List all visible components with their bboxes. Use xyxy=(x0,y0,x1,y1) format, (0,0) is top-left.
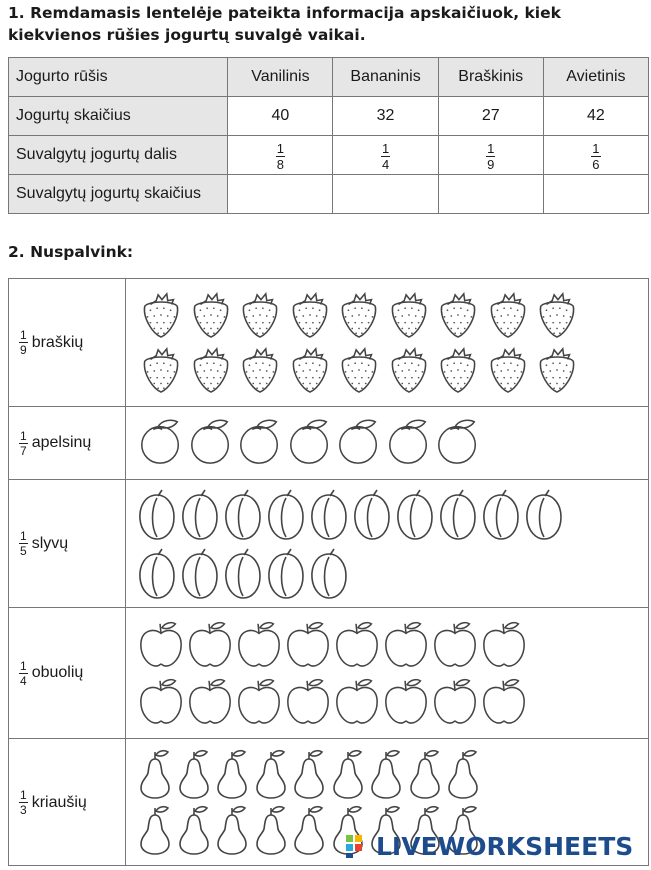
answer-input-raspberry[interactable] xyxy=(543,175,648,214)
strawberry-icon[interactable] xyxy=(385,346,435,398)
fruit-label: apelsinų xyxy=(31,434,92,451)
strawberry-icon[interactable] xyxy=(434,291,484,343)
plum-icon[interactable] xyxy=(309,489,352,545)
eaten-label: Suvalgytų jogurtų skaičius xyxy=(9,175,228,214)
row-label xyxy=(9,739,126,866)
fraction: $\frac{1}{4}$ xyxy=(381,140,390,172)
strawberry-icon[interactable] xyxy=(335,291,385,343)
apple-icon[interactable] xyxy=(137,676,186,730)
fraction: $\frac{1}{9}$ xyxy=(20,328,27,357)
liveworksheets-logo xyxy=(344,830,633,862)
answer-input-banana[interactable] xyxy=(333,175,438,214)
fruit-label: slyvų xyxy=(31,534,69,552)
pear-icon[interactable] xyxy=(176,749,215,803)
orange-icon[interactable] xyxy=(236,418,286,470)
strawberry-icon[interactable] xyxy=(286,346,336,398)
header-raspberry: Avietinis xyxy=(543,58,648,97)
apple-icon[interactable] xyxy=(235,619,284,673)
fruit-cell xyxy=(127,480,648,607)
share-label: Suvalgytų jogurtų dalis xyxy=(9,136,228,175)
plum-icon[interactable] xyxy=(395,489,438,545)
answer-input-strawberry[interactable] xyxy=(438,175,543,214)
strawberry-icon[interactable] xyxy=(187,291,237,343)
pear-icon[interactable] xyxy=(176,805,215,859)
apple-icon[interactable] xyxy=(186,676,235,730)
count-cell: 32 xyxy=(333,97,438,136)
header-strawberry: Braškinis xyxy=(438,58,543,97)
fruit-label: kriaušių xyxy=(31,793,87,811)
strawberry-icon[interactable] xyxy=(434,346,484,398)
header-vanilla: Vanilinis xyxy=(228,58,333,97)
apple-icon[interactable] xyxy=(382,619,431,673)
header-banana: Bananinis xyxy=(333,58,438,97)
coloring-row xyxy=(9,480,648,608)
apple-icon[interactable] xyxy=(431,676,480,730)
strawberry-icon[interactable] xyxy=(137,291,187,343)
apple-icon[interactable] xyxy=(382,676,431,730)
share-cell xyxy=(228,136,333,175)
plum-icon[interactable] xyxy=(223,489,266,545)
plum-icon[interactable] xyxy=(481,489,524,545)
yogurt-table xyxy=(8,57,649,214)
strawberry-icon[interactable] xyxy=(484,291,534,343)
count-label: Jogurtų skaičius xyxy=(9,97,228,136)
fraction: $\frac{1}{3}$ xyxy=(20,788,27,817)
pear-icon[interactable] xyxy=(291,749,330,803)
fruit-label: obuolių xyxy=(31,664,84,681)
task-1-title: 1. Remdamasis lentelėje pateikta informacija apskaičiuok, kiek kiekvienos rūšies jogurtų suvalgė vaikai. xyxy=(8,4,561,44)
count-cell: 40 xyxy=(228,97,333,136)
share-cell xyxy=(438,136,543,175)
pear-icon[interactable] xyxy=(445,749,484,803)
plum-icon[interactable] xyxy=(352,489,395,545)
pear-icon[interactable] xyxy=(137,805,176,859)
plum-icon[interactable] xyxy=(180,489,223,545)
pear-icon[interactable] xyxy=(291,805,330,859)
count-cell: 27 xyxy=(438,97,543,136)
strawberry-icon[interactable] xyxy=(286,291,336,343)
strawberry-icon[interactable] xyxy=(533,346,583,398)
answer-input-vanilla[interactable] xyxy=(228,175,333,214)
liveworksheets-logo-icon xyxy=(344,832,372,860)
pear-icon[interactable] xyxy=(137,749,176,803)
pear-icon[interactable] xyxy=(214,749,253,803)
pear-icon[interactable] xyxy=(253,805,292,859)
fraction: $\frac{1}{7}$ xyxy=(20,428,27,458)
coloring-table xyxy=(8,278,649,866)
plum-icon[interactable] xyxy=(266,489,309,545)
fraction: $\frac{1}{4}$ xyxy=(20,658,27,688)
fraction: $\frac{1}{9}$ xyxy=(487,140,495,172)
orange-icon[interactable] xyxy=(434,418,484,470)
row-label xyxy=(9,279,126,406)
fraction: $\frac{1}{6}$ xyxy=(592,140,600,172)
strawberry-icon[interactable] xyxy=(385,291,435,343)
strawberry-icon[interactable] xyxy=(236,346,286,398)
orange-icon[interactable] xyxy=(385,418,435,470)
orange-icon[interactable] xyxy=(335,418,385,470)
fruit-cell xyxy=(127,608,648,738)
pear-icon[interactable] xyxy=(407,749,446,803)
strawberry-icon[interactable] xyxy=(236,291,286,343)
plum-icon[interactable] xyxy=(223,548,266,604)
plum-icon[interactable] xyxy=(309,548,352,604)
plum-icon[interactable] xyxy=(524,489,567,545)
fruit-label: braškių xyxy=(31,333,84,351)
coloring-row xyxy=(9,407,648,480)
plum-icon[interactable] xyxy=(137,489,180,545)
apple-icon[interactable] xyxy=(284,619,333,673)
pear-icon[interactable] xyxy=(214,805,253,859)
coloring-row xyxy=(9,608,648,739)
apple-icon[interactable] xyxy=(284,676,333,730)
apple-icon[interactable] xyxy=(235,676,284,730)
pear-icon[interactable] xyxy=(330,749,369,803)
strawberry-icon[interactable] xyxy=(187,346,237,398)
orange-icon[interactable] xyxy=(286,418,336,470)
plum-icon[interactable] xyxy=(438,489,481,545)
pear-icon[interactable] xyxy=(368,749,407,803)
apple-icon[interactable] xyxy=(137,619,186,673)
share-cell xyxy=(543,136,648,175)
plum-icon[interactable] xyxy=(266,548,309,604)
row-label xyxy=(9,407,126,479)
apple-icon[interactable] xyxy=(333,676,382,730)
apple-icon[interactable] xyxy=(480,619,529,673)
orange-icon[interactable] xyxy=(137,418,187,470)
strawberry-icon[interactable] xyxy=(137,346,187,398)
plum-icon[interactable] xyxy=(137,548,180,604)
row-label xyxy=(9,608,126,738)
apple-icon[interactable] xyxy=(186,619,235,673)
strawberry-icon[interactable] xyxy=(533,291,583,343)
fruit-cell xyxy=(127,407,648,479)
strawberry-icon[interactable] xyxy=(484,346,534,398)
liveworksheets-logo-text: LIVEWORKSHEETS xyxy=(376,831,634,861)
apple-icon[interactable] xyxy=(333,619,382,673)
coloring-row xyxy=(9,279,648,407)
fruit-cell xyxy=(127,279,648,406)
task-2-title: 2. Nuspalvink: xyxy=(8,243,134,261)
row-label xyxy=(9,480,126,607)
fraction: $\frac{1}{8}$ xyxy=(276,140,285,172)
header-type: Jogurto rūšis xyxy=(9,58,228,97)
count-cell: 42 xyxy=(543,97,648,136)
plum-icon[interactable] xyxy=(180,548,223,604)
apple-icon[interactable] xyxy=(431,619,480,673)
pear-icon[interactable] xyxy=(253,749,292,803)
fraction: $\frac{1}{5}$ xyxy=(20,529,27,558)
orange-icon[interactable] xyxy=(187,418,237,470)
apple-icon[interactable] xyxy=(480,676,529,730)
share-cell xyxy=(333,136,438,175)
strawberry-icon[interactable] xyxy=(335,346,385,398)
